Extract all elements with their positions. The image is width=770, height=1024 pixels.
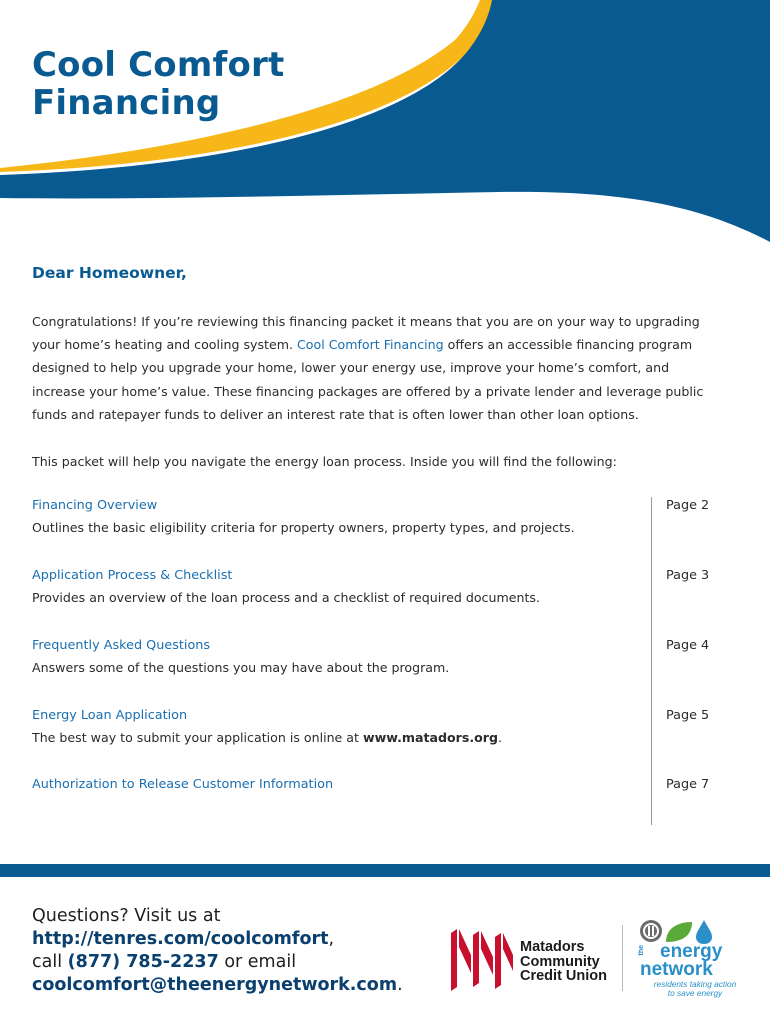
page-title	[32, 46, 284, 122]
intro-text-end: offers an accessible financing program designed to help you upgrade your home, lower your energy use, improve your home’s comfort, and increase your home’s value. These financing packages are offered by a private lender and leverage public funds and ratepayer funds to deliver an interest rate that is often lower than other loan options.	[32, 337, 704, 422]
toc-title[interactable]: Energy Loan Application	[32, 708, 188, 723]
matadors-line-3: Credit Union	[520, 968, 607, 984]
tagline-line-2: to save energy	[667, 988, 723, 998]
period: .	[397, 975, 403, 995]
toc-item	[32, 705, 732, 749]
contact-line-4	[32, 974, 403, 997]
toc-item	[32, 565, 732, 609]
matadors-website-link[interactable]: www.matadors.org	[362, 730, 499, 745]
lead-paragraph: This packet will help you navigate the energy loan process. Inside you will find the following:	[32, 454, 617, 469]
energy-text: energy	[660, 941, 723, 962]
tagline-line-1: residents taking action	[653, 979, 737, 989]
logo-divider	[622, 925, 623, 991]
toc-description: Provides an overview of the loan process and a checklist of required documents.	[32, 590, 540, 605]
toc-title[interactable]: Frequently Asked Questions	[32, 638, 211, 653]
toc-desc-text: The best way to submit your application is online at	[32, 730, 363, 745]
the-word: the	[638, 945, 645, 956]
toc-page-number: Page 2	[666, 498, 710, 513]
toc-item	[32, 635, 732, 679]
matadors-line-2: Community	[520, 953, 600, 970]
toc-title[interactable]: Authorization to Release Customer Information	[32, 777, 334, 792]
header-swoosh-graphic	[0, 0, 770, 250]
contact-block	[32, 905, 403, 997]
toc-title[interactable]: Financing Overview	[32, 498, 158, 513]
toc-description: Outlines the basic eligibility criteria for property owners, property types, and projects.	[32, 520, 575, 535]
contact-line-3	[32, 951, 403, 974]
intro-paragraph	[32, 310, 722, 426]
toc-description: Answers some of the questions you may have about the program.	[32, 660, 450, 675]
matadors-line-1: Matadors	[520, 939, 585, 955]
contact-line-1: Questions? Visit us at	[32, 906, 221, 926]
contact-line-2	[32, 928, 403, 951]
greeting: Dear Homeowner,	[32, 264, 187, 282]
toc-description	[32, 727, 732, 749]
email-link[interactable]: coolcomfort@theenergynetwork.com	[32, 975, 398, 995]
cool-comfort-link[interactable]: Cool Comfort Financing	[297, 337, 444, 353]
toc-title[interactable]: Application Process & Checklist	[32, 568, 233, 583]
toc-item	[32, 774, 732, 796]
energy-network-tagline	[640, 980, 750, 998]
call-prefix: call	[32, 952, 68, 972]
title-line-2: Financing	[32, 83, 221, 123]
toc-page-number: Page 4	[666, 638, 710, 653]
toc-item	[32, 495, 732, 539]
footer-bar	[0, 864, 770, 877]
toc-page-number: Page 7	[666, 777, 710, 792]
or-email-text: or email	[218, 952, 297, 972]
matadors-name	[520, 940, 607, 984]
title-line-1: Cool Comfort	[32, 45, 285, 85]
toc-desc-period: .	[498, 730, 503, 745]
website-link[interactable]: http://tenres.com/coolcomfort	[32, 929, 329, 949]
toc-page-number: Page 5	[666, 708, 710, 723]
network-word: network	[640, 959, 713, 980]
phone-number[interactable]: (877) 785-2237	[67, 952, 219, 972]
comma: ,	[328, 929, 335, 949]
toc-page-number: Page 3	[666, 568, 710, 583]
intro-text-start: Congratulations! If you’re reviewing this financing packet it means that you are on your way to upgrading your home’s heating and cooling system.	[32, 314, 700, 353]
